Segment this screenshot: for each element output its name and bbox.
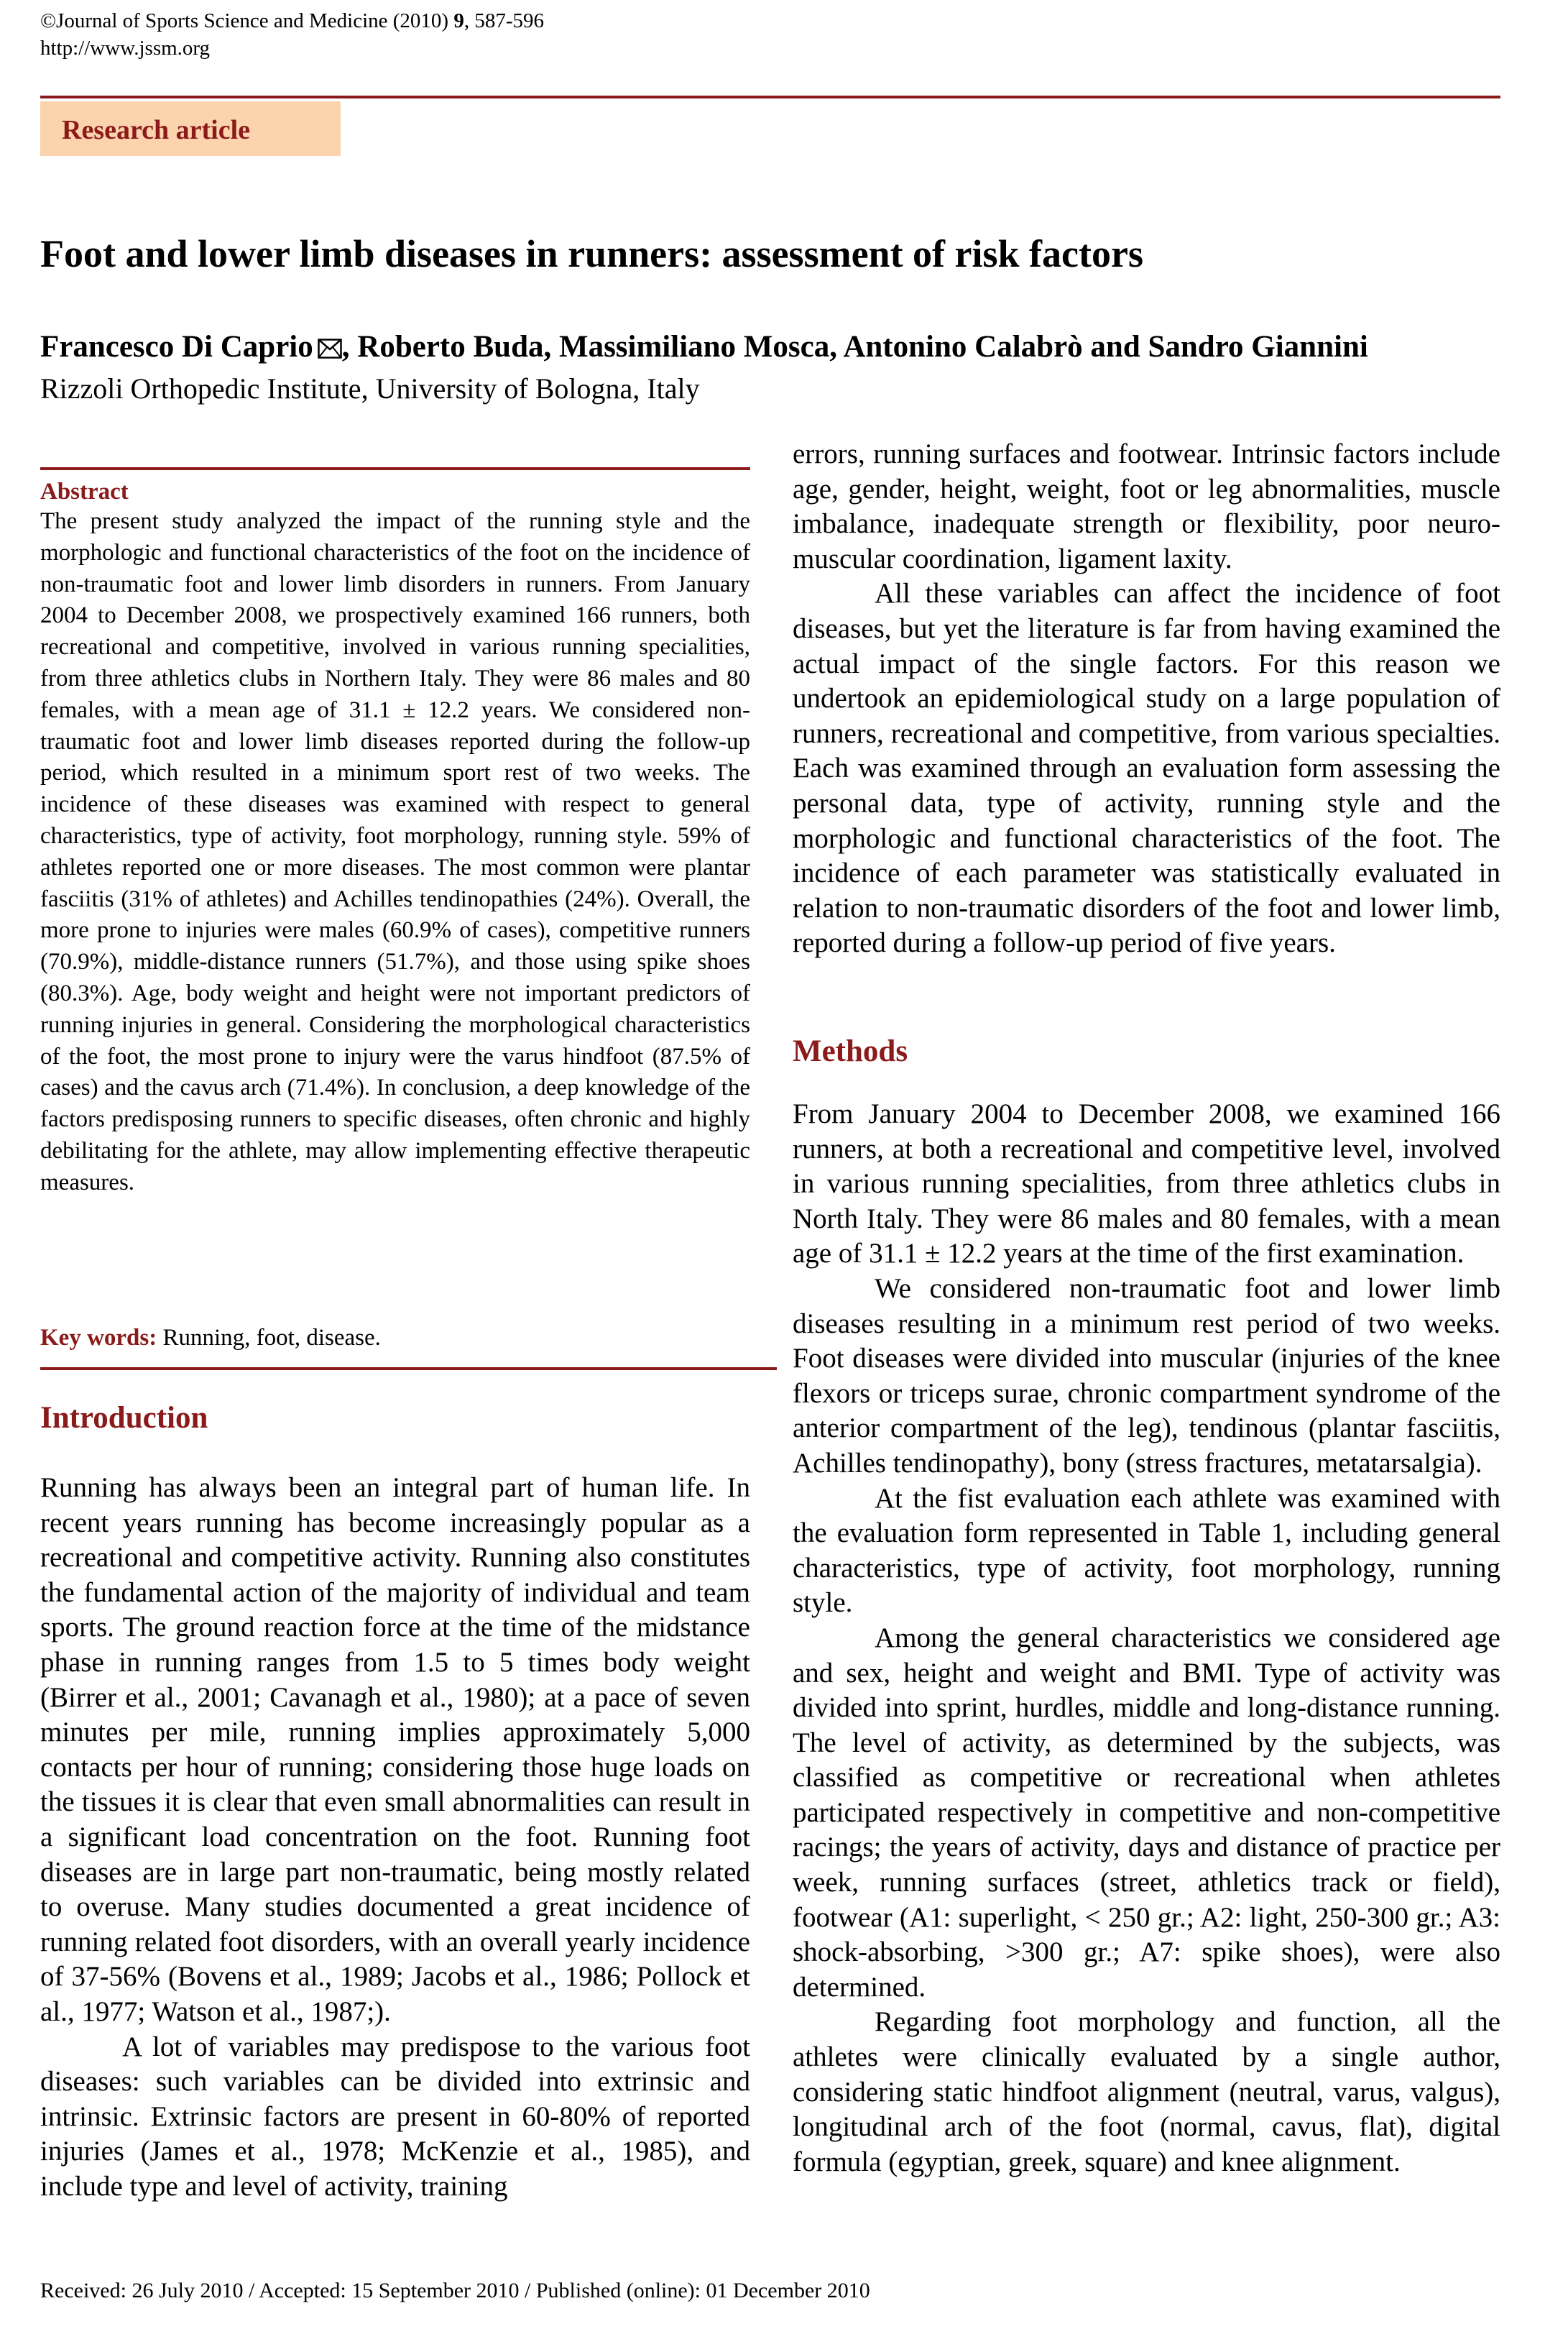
- methods-paragraph-2: We considered non-traumatic foot and lower limb diseases resulting in a minimum rest period of two weeks. Foot diseases were divided into muscular (injuries of the knee flexors or triceps surae, chronic compartment syndrome of the anterior compartment of the leg), tendinous (plantar fasciitis, Achilles tendinopathy), bony (stress fractures, metatarsalgia).: [793, 1272, 1500, 1479]
- envelope-icon[interactable]: [318, 339, 342, 359]
- journal-volume: 9: [453, 9, 464, 32]
- other-authors: , Roberto Buda, Massimiliano Mosca, Antonino Calabrò and Sandro Giannini: [341, 330, 1368, 364]
- introduction-continued: [793, 437, 1500, 961]
- methods-paragraph-3: At the fist evaluation each athlete was examined with the evaluation form represented in Table 1, including general characteristics, type of activity, foot morphology, running style.: [793, 1482, 1500, 1619]
- introduction-body: [40, 1471, 750, 2204]
- publication-dates: Received: 26 July 2010 / Accepted: 15 September 2010 / Published (online): 01 December 2010: [40, 2279, 870, 2302]
- abstract-section: [40, 477, 750, 1199]
- methods-heading: Methods: [793, 1034, 908, 1068]
- abstract-text: The present study analyzed the impact of the running style and the morphologic and functional characteristics of the foot on the incidence of non-traumatic foot and lower limb disorders in runners. From January 2004 to December 2008, we prospectively examined 166 runners, both recreational and competitive, involved in various running specialities, from three athletics clubs in Northern Italy. They were 86 males and 80 females, with a mean age of 31.1 ± 12.2 years. We considered non-traumatic foot and lower limb diseases reported during the follow-up period, which resulted in a minimum sport rest of two weeks. The incidence of these diseases was examined with respect to general characteristics, type of activity, foot morphology, running style. 59% of athletes reported one or more diseases. The most common were plantar fasciitis (31% of athletes) and Achilles tendinopathies (24%). Overall, the more prone to injuries were males (60.9% of cases), competitive runners (70.9%), middle-distance runners (51.7%), and those using spike shoes (80.3%). Age, body weight and height were not important predictors of running injuries in general. Considering the morphological characteristics of the foot, the most prone to injury were the varus hindfoot (87.5% of cases) and the cavus arch (71.4%). In conclusion, a deep knowledge of the factors predisposing runners to specific diseases, often chronic and highly debilitating for the athlete, may allow implementing effective therapeutic measures.: [40, 508, 750, 1195]
- methods-body: [793, 1097, 1500, 2179]
- journal-pages: , 587-596: [464, 9, 544, 32]
- affiliation: Rizzoli Orthopedic Institute, University of Bologna, Italy: [40, 372, 700, 405]
- abstract-bottom-divider: [40, 1367, 777, 1370]
- abstract-top-divider: [40, 467, 750, 470]
- introduction-paragraph-2: A lot of variables may predispose to the various foot diseases: such variables can be divided into extrinsic and intrinsic. Extrinsic factors are present in 60-80% of reported injuries (James et al., 1978; McKenzie et al., 1985), and include type and level of activity, training: [40, 2031, 750, 2202]
- methods-paragraph-1: From January 2004 to December 2008, we examined 166 runners, at both a recreational and competitive level, involved in various running specialities, from three athletics clubs in North Italy. They were 86 males and 80 females, with a mean age of 31.1 ± 12.2 years at the time of the first examination.: [793, 1098, 1500, 1269]
- keywords-label: Key words:: [40, 1325, 157, 1351]
- journal-prefix: ©Journal of Sports Science and Medicine (2010): [40, 9, 454, 32]
- introduction-paragraph-2-cont: errors, running surfaces and footwear. Intrinsic factors include age, gender, height, weight, foot or leg abnormalities, muscle imbalance, inadequate strength or flexibility, poor neuro-muscular coordination, ligament laxity.: [793, 438, 1500, 574]
- first-author: Francesco Di Caprio: [40, 330, 313, 364]
- introduction-paragraph-1: Running has always been an integral part of human life. In recent years running has become increasingly popular as a recreational and competitive activity. Running also constitutes the fundamental action of the majority of individual and team sports. The ground reaction force at the time of the midstance phase in running ranges from 1.5 to 5 times body weight (Birrer et al., 2001; Cavanagh et al., 1980); at a pace of seven minutes per mile, running implies approximately 5,000 contacts per hour of running; considering those huge loads on the tissues it is clear that even small abnormalities can result in a significant load concentration on the foot. Running foot diseases are in large part non-traumatic, being mostly related to overuse. Many studies documented a great incidence of running related foot disorders, with an overall yearly incidence of 37-56% (Bovens et al., 1989; Jacobs et al., 1986; Pollock et al., 1977; Watson et al., 1987;).: [40, 1472, 750, 2027]
- author-list: [40, 329, 1368, 364]
- journal-citation: [40, 9, 544, 33]
- header-divider: [40, 96, 1500, 98]
- introduction-paragraph-3: All these variables can affect the incidence of foot diseases, but yet the literature is far from having examined the actual impact of the single factors. For this reason we undertook an epidemiological study on a large population of runners, recreational and competitive, from various specialties. Each was examined through an evaluation form assessing the personal data, type of activity, running style and the morphologic and functional characteristics of the foot. The incidence of each parameter was statistically evaluated in relation to non-traumatic disorders of the foot and lower limb, reported during a follow-up period of five years.: [793, 578, 1500, 959]
- keywords: [40, 1323, 750, 1353]
- introduction-heading: Introduction: [40, 1401, 208, 1435]
- article-title: Foot and lower limb diseases in runners: assessment of risk factors: [40, 232, 1143, 275]
- methods-paragraph-4: Among the general characteristics we considered age and sex, height and weight and BMI. Type of activity was divided into sprint, hurdles, middle and long-distance running. The level of activity, as determined by the subjects, was classified as competitive or recreational when athletes participated respectively in competitive and non-competitive racings; the years of activity, days and distance of practice per week, running surfaces (street, athletics track or field), footwear (A1: superlight, < 250 gr.; A2: light, 250-300 gr.; A3: shock-absorbing, >300 gr.; A7: spike shoes), were also determined.: [793, 1622, 1500, 2003]
- methods-paragraph-5: Regarding foot morphology and function, all the athletes were clinically evaluated by a single author, considering static hindfoot alignment (neutral, varus, valgus), longitudinal arch of the foot (normal, cavus, flat), digital formula (egyptian, greek, square) and knee alignment.: [793, 2006, 1500, 2177]
- keywords-text: Running, foot, disease.: [157, 1325, 381, 1351]
- abstract-heading: Abstract: [40, 479, 129, 505]
- journal-url[interactable]: http://www.jssm.org: [40, 37, 211, 60]
- article-type-badge: Research article: [40, 101, 341, 156]
